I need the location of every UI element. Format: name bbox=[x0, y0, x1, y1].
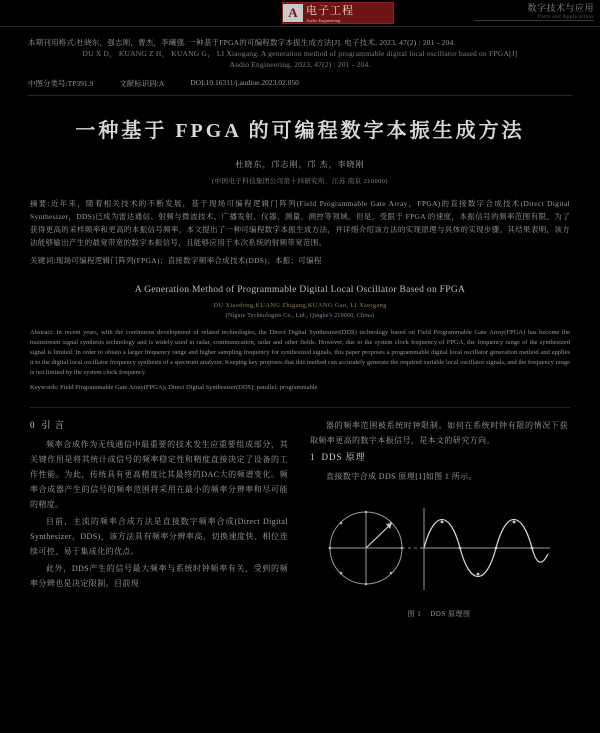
masthead bbox=[0, 0, 600, 27]
masthead-rule bbox=[474, 20, 594, 21]
doi-label: DOI: bbox=[190, 78, 206, 87]
paragraph: 器的频率范围被系统时钟限制。如何在系统时钟有限的情况下获取频率更高的数字本振信号，是本文的研究方向。 bbox=[310, 421, 568, 445]
doc-code-label: 文献标识码: bbox=[119, 79, 159, 88]
section-number-0: 0 bbox=[30, 420, 36, 430]
english-authors: DU Xiaodong,KUANG Zhigang,KUANG Gao, LI Xiaogang bbox=[213, 302, 387, 309]
class-value: TP391.9 bbox=[67, 79, 94, 88]
abstract-en: Abstract: In recent years, with the continuous development of related technologies, the Direct Digital Synthesizer(DDS) technology based on Field Programmable Gate Array(FPGA) has become the mainstream signal synthesis technology and is widely used in radar, communication, radar and other fields. However, due to the system clock frequency of FPGA, the frequency range of the synthesized signal is limited. In order to obtain a larger frequency range and higher sampling frequency for synthesized signals, this paper proposes a programmable digital local oscillator generation method and applies it to the digital local oscillator frequency synthesis of a spectrum analyzer. Keeping key proposes that this method can accurately generate the required variable local oscillator signals, and the frequency range is not limited by the system clock frequency. bbox=[30, 329, 570, 376]
masthead-right bbox=[527, 1, 594, 20]
citation-block bbox=[28, 37, 572, 70]
citation-en-line2: Audio Engineering, 2023, 47(2) : 201 - 204. bbox=[229, 60, 371, 69]
logo-english-name: Audio Engineering bbox=[306, 18, 341, 23]
masthead-section-cn: 数字技术与应用 bbox=[527, 3, 594, 13]
section-heading-0 bbox=[30, 418, 288, 431]
doc-code-value: A bbox=[158, 79, 165, 88]
page-title: 一种基于 FPGA 的可编程数字本振生成方法 bbox=[75, 120, 525, 142]
english-title: A Generation Method of Programmable Digital Local Oscillator Based on FPGA bbox=[134, 285, 466, 295]
abstract-cn: 摘要:近年来，随着相关技术的不断发展，基于现场可编程逻辑门阵列(Field Programmable Gate Array，FPGA)的直接数字合成技术(Direct Digital Synthesizer，DDS)已成为雷达通信、射频与微波技术、广播发射、仪器、测量、测控等领域。但是，受限于 FPGA 的速度，本振信号的频率范围有限。为了获得更高的采样频率和更高的本振信号频率，本文提出了一种可编程数字本振生成方法，并详细介绍该方法的实现原理与具体的实现步骤。其结果表明，该方法能够输出产生的最宽带宽的数字本振信号，且能够应用于本次系统的射频带宽范围。 bbox=[30, 199, 570, 247]
citation-cn: 本期刊用格式:杜晓东，强志刚，曹杰，李曦强. 一种基于FPGA的可编程数字本振生成方法[J]. 电子技术, 2023, 47(2) : 201 - 204. bbox=[28, 38, 456, 47]
figure-caption-number: 图 1 bbox=[407, 610, 422, 618]
figure-caption bbox=[310, 609, 568, 619]
keywords-cn-value: 现场可编程逻辑门阵列(FPGA)；直接数字频率合成技术(DDS)；本振；可编程 bbox=[55, 256, 322, 265]
divider-top bbox=[28, 95, 572, 96]
section-title-0: 引 言 bbox=[41, 420, 65, 430]
citation-en-line1: DU X D， KUANG Z H， KUANG G， LI Xiaogang. A generation method of programmable digital local oscillator based on FPGA[J] bbox=[82, 49, 518, 58]
logo-mark-icon: A bbox=[283, 4, 303, 22]
affiliation: (中国电子科技集团公司第十四研究所，江苏 南京 210000) bbox=[212, 178, 388, 185]
column-left bbox=[30, 418, 288, 619]
figure-lead-text: 直接数字合成 DDS 原理[1]如图 1 所示。 bbox=[326, 472, 477, 481]
figure-1 bbox=[310, 492, 568, 619]
keywords-en-value: Field Programmable Gate Array(FPGA); Direct Digital Synthesizer(DDS); parallel; programmable bbox=[60, 384, 318, 391]
paragraph: 频率合成作为无线通信中最重要的技术发生应重要组成部分，其关键作用是将其统计成信号的频率稳定性和精度直接决定了设备的工作性能。为此，传统具有更高精度比其最终的DAC大的频谱变化。频率合成器产生的信号的频率范围将采用在最小的频率分辨率和尽可能的精度。 bbox=[30, 440, 288, 509]
section-title-1: DDS 原理 bbox=[321, 452, 366, 462]
logo-chinese-name: 电子工程 bbox=[306, 5, 354, 17]
journal-logo bbox=[282, 2, 394, 24]
keywords-en-label: Keywords: bbox=[30, 384, 59, 391]
masthead-section-en: Parts and Applications bbox=[537, 14, 594, 20]
column-right bbox=[310, 418, 568, 619]
dds-diagram-svg bbox=[324, 492, 554, 604]
classification-line bbox=[28, 78, 572, 89]
dds-principle-diagram bbox=[324, 492, 554, 604]
english-affiliation: (Nlgure Technologies Co., Ltd., Qinghe's 210000, China) bbox=[225, 313, 375, 319]
paragraph: 目前，主流的频率合成方法是直接数字频率合成(Direct Digital Synthesizer，DDS)，该方法具有频率分辨率高、切换速度快、相位连续可控、易于集成化的优点。 bbox=[30, 517, 288, 556]
figure-caption-text: DDS 原理图 bbox=[430, 610, 471, 618]
keywords-en bbox=[30, 383, 570, 393]
divider-mid bbox=[30, 407, 570, 408]
keywords-cn-label: 关键词: bbox=[30, 256, 56, 265]
author-list: 杜晓东，邝志刚，邝 杰，李晓刚 bbox=[235, 160, 365, 169]
keywords-cn bbox=[30, 255, 570, 267]
paragraph: 此外，DDS产生的信号最大频率与系统时钟频率有关，受到的频率分辨也是决定限制。目前现 bbox=[30, 564, 288, 588]
body-columns bbox=[30, 418, 570, 619]
class-label: 中图分类号: bbox=[28, 79, 68, 88]
section-heading-1 bbox=[310, 450, 568, 463]
section-number-1: 1 bbox=[310, 452, 316, 462]
doi-value: 10.16311/j.audioe.2023.02.050 bbox=[205, 78, 299, 87]
